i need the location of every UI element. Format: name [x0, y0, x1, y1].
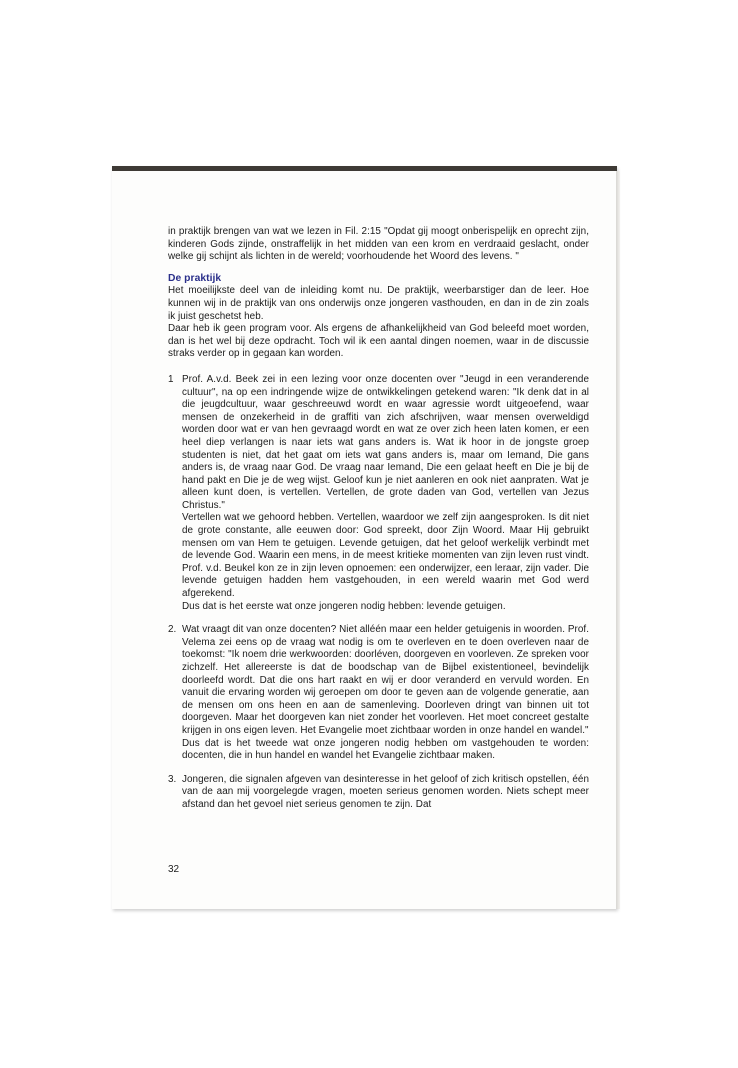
list-item-1 [168, 374, 589, 613]
list-item-number: 2. [168, 624, 177, 636]
section-paragraph-1: Het moeilijkste deel van de inleiding komt nu. De praktijk, weerbarstiger dan de leer. Hoe kunnen wij in de praktijk van ons onderwijs onze jongeren vasthouden, en dan in de zin zoals ik juist geschetst heb. [168, 285, 589, 322]
list-item-paragraph: Wat vraagt dit van onze docenten? Niet alléén maar een helder getuigenis in woorden. Prof. Velema zei eens op de vraag wat nodig is om te overleven en te doen overleven naar de toekomst: "Ik noem drie werkwoorden: doorléven, doorgeven en voorleven. Ze spreken voor zichzelf. Het allereerste is dat de boodschap van de Bijbel existentioneel, bevindelijk doorleefd wordt. Dat die ons hart raakt en wij er door veranderd en vervuld worden. En vanuit die ervaring worden wij geroepen om door te geven aan de volgende generatie, aan de mensen om ons heen en aan de samenleving. Doorleven dringt van binnen uit tot doorgeven. Maar het doorgeven kan niet zonder het voorleven. Het moet concreet gestalte krijgen in ons eigen leven. Het Evangelie moet zichtbaar worden in onze handel en wandel." [182, 624, 589, 736]
list-item-paragraph: Prof. A.v.d. Beek zei in een lezing voor onze docenten over "Jeugd in een veranderende cultuur", na op een indringende wijze de ontwikkelingen getekend waren: "Ik denk dat in al die jeugdcultuur, waar geschreeuwd wordt en waar agressie wordt uitgeoefend, waar mensen de onzekerheid in de graffiti van zich afschrijven, waar mensen overweldigd worden door wat er van hen gevraagd wordt en wat ze over zich heen laten komen, er een heel diep verlangen is naar iets wat gans anders is. Wat ik hoor in de jongste groep studenten is niet, dat het gaat om iets wat gans anders is, maar om Iemand, Die gans anders is, de vraag naar God. De vraag naar Iemand, Die een gelaat heeft en Die je bij de hand pakt en Die je de weg wijst. Geloof kun je niet aanleren en ook niet aanpraten. Wat je alleen kunt doen, is vertellen. Vertellen, de grote daden van God, vertellen van Jezus Christus." [182, 373, 589, 511]
list-item-2 [168, 624, 589, 763]
page-content [168, 226, 589, 812]
list-item-3 [168, 774, 589, 812]
page-number: 32 [168, 864, 180, 875]
section-paragraph-2: Daar heb ik geen program voor. Als ergens de afhankelijkheid van God beleefd moet worden, dan is het wel bij deze opdracht. Toch wil ik een aantal dingen noemen, waar in de discussie straks verder op in gegaan kan worden. [168, 323, 589, 360]
list-item-paragraph: Vertellen wat we gehoord hebben. Vertellen, waardoor we zelf zijn aangesproken. Is dit niet de grote constante, alle eeuwen door: God spreekt, door Zijn Woord. Maar Hij gebruikt mensen om van Hem te getuigen. Levende getuigen, dat het geloof werkelijk verbindt met de levende God. Waarin een mens, in de meest kritieke momenten van zijn leven rust vindt. Prof. v.d. Beukel kon ze in zijn leven opnoemen: een onderwijzer, een leraar, zijn vader. Die levende getuigen hadden hem vastgehouden, in een wereld waarin met God werd afgerekend. [182, 512, 589, 600]
list-item-paragraph: Dus dat is het eerste wat onze jongeren nodig hebben: levende getuigen. [182, 600, 506, 612]
list-item-paragraph: Jongeren, die signalen afgeven van desinteresse in het geloof of zich kritisch opstellen, één van de aan mij voorgelegde vragen, moeten serieus genomen worden. Niets schept meer afstand dan het gevoel niet serieus genomen te zijn. Dat [182, 773, 589, 810]
section-heading: De praktijk [168, 272, 222, 284]
book-page [112, 166, 617, 909]
intro-paragraph: in praktijk brengen van wat we lezen in Fil. 2:15 "Opdat gij moogt onberispelijk en oprecht zijn, kinderen Gods zijnde, onstraffelijk in het midden van een krom en verdraaid geslacht, onder welke gij schijnt als lichten in de wereld; voorhoudende het Woord des levens. " [168, 226, 589, 263]
list-item-number: 1 [168, 373, 174, 385]
list-item-number: 3. [168, 773, 177, 785]
list-item-paragraph: Dus dat is het tweede wat onze jongeren nodig hebben om vastgehouden te worden: docenten, die in hun handel en wandel het Evangelie zichtbaar maken. [182, 737, 589, 762]
